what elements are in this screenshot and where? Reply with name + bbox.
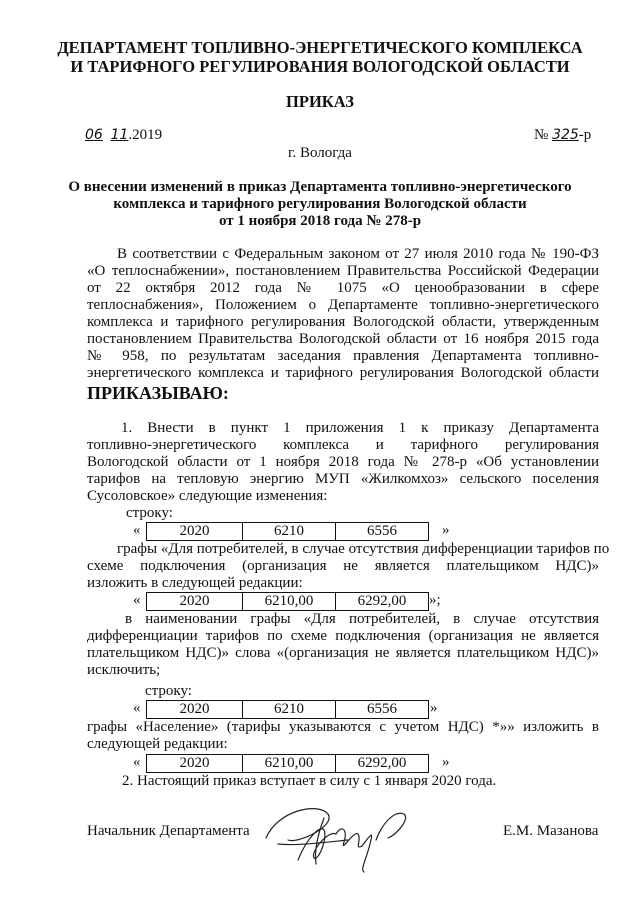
quote-close: » [442, 754, 450, 770]
para-b-line: исключить; [87, 662, 161, 678]
preamble-line: № 958, по результатам заседания правления Департамента топливно- [87, 348, 599, 364]
item2: 2. Настоящий приказ вступает в силу с 1 января 2020 года. [122, 773, 497, 789]
year-cell: 2020 [147, 523, 243, 541]
row-label: строку: [145, 683, 192, 699]
preamble-line: от 22 октября 2012 года № 1075 «О ценообразовании в сфере [87, 280, 599, 296]
para-a-line: графы «Для потребителей, в случае отсутствия дифференциации тарифов по [117, 541, 610, 557]
department-name-line-1: ДЕПАРТАМЕНТ ТОПЛИВНО-ЭНЕРГЕТИЧЕСКОГО КОМПЛЕКСА [57, 38, 583, 57]
para-b-line: плательщиком НДС)» слова «(организация не является плательщиком НДС)» [87, 645, 599, 661]
city: г. Вологда [288, 145, 352, 161]
date-day: 06 [85, 127, 103, 143]
preamble-line: «О теплоснабжении», постановлением Правительства Российской Федерации [87, 263, 599, 279]
tariff-row-old-2 [146, 700, 429, 719]
signature-drawing [258, 800, 428, 875]
para-c-line: графы «Население» (тарифы указываются с учетом НДС) *»» изложить в [87, 719, 599, 735]
value-cell: 6292,00 [336, 755, 429, 773]
signatory-name: Е.М. Мазанова [503, 823, 599, 839]
item1-line: Сусоловское» следующие изменения: [87, 488, 328, 504]
order-title-line-3: от 1 ноября 2018 года № 278-р [218, 213, 422, 229]
preamble-line: комплекса и тарифного регулирования Вологодской области, утвержденным [87, 314, 599, 330]
value-cell: 6292,00 [336, 593, 429, 611]
year-cell: 2020 [147, 593, 243, 611]
value-cell: 6210 [243, 523, 336, 541]
value-cell: 6556 [336, 523, 429, 541]
date-year: .2019 [128, 127, 163, 143]
para-b-line: в наименовании графы «Для потребителей, в случае отсутствия [125, 611, 599, 627]
para-b-line: дифференциации тарифов по схеме подключения (организация не является [87, 628, 599, 644]
date-month: 11 [110, 127, 129, 143]
quote-close: » [430, 700, 438, 716]
para-a-line: схеме подключения (организация не является плательщиком НДС)» [87, 558, 599, 574]
order-title-line-1: О внесении изменений в приказ Департамента топливно-энергетического [68, 179, 572, 195]
value-cell: 6210,00 [243, 755, 336, 773]
signatory-position: Начальник Департамента [87, 823, 250, 839]
preamble-line: теплоснабжения», Положением о Департаменте топливно-энергетического [87, 297, 599, 313]
row-label: строку: [126, 505, 173, 521]
quote-open: « [133, 522, 141, 538]
document-date [85, 127, 162, 144]
tariff-row-old-1 [146, 522, 429, 541]
item1-line: тарифов на тепловую энергию МУП «Жилкомхоз» сельского поселения [87, 471, 599, 487]
item1-line: топливно-энергетического комплекса и тарифного регулирования [87, 437, 599, 453]
quote-open: « [133, 754, 141, 770]
preamble-line: энергетического комплекса и тарифного регулирования Вологодской области [87, 365, 599, 381]
tariff-row-new-2 [146, 754, 429, 773]
value-cell: 6210,00 [243, 593, 336, 611]
tariff-row-new-1 [146, 592, 429, 611]
preamble-line: В соответствии с Федеральным законом от 27 июля 2010 года № 190-ФЗ [117, 246, 599, 262]
department-name-line-2: И ТАРИФНОГО РЕГУЛИРОВАНИЯ ВОЛОГОДСКОЙ ОБЛАСТИ [70, 57, 570, 76]
value-cell: 6556 [336, 701, 429, 719]
quote-close: »; [429, 592, 441, 608]
document-type: ПРИКАЗ [286, 92, 354, 111]
number-value: 325 [552, 127, 579, 143]
preamble-line: постановлением Правительства Вологодской области от 16 ноября 2015 года [87, 331, 599, 347]
year-cell: 2020 [147, 701, 243, 719]
quote-open: « [133, 700, 141, 716]
year-cell: 2020 [147, 755, 243, 773]
quote-close: » [442, 522, 450, 538]
item1-line: Вологодской области от 1 ноября 2018 года № 278-р «Об установлении [87, 454, 599, 470]
para-a-line: изложить в следующей редакции: [87, 575, 303, 591]
order-title-line-2: комплекса и тарифного регулирования Вологодской области [113, 196, 527, 212]
para-c-line: следующей редакции: [87, 736, 228, 752]
handwritten-signature [258, 800, 428, 875]
value-cell: 6210 [243, 701, 336, 719]
item1-line: 1. Внести в пункт 1 приложения 1 к приказу Департамента [121, 420, 599, 436]
document-number: № 325-р [534, 127, 592, 143]
quote-open: « [133, 592, 141, 608]
order-word: ПРИКАЗЫВАЮ: [87, 383, 229, 403]
